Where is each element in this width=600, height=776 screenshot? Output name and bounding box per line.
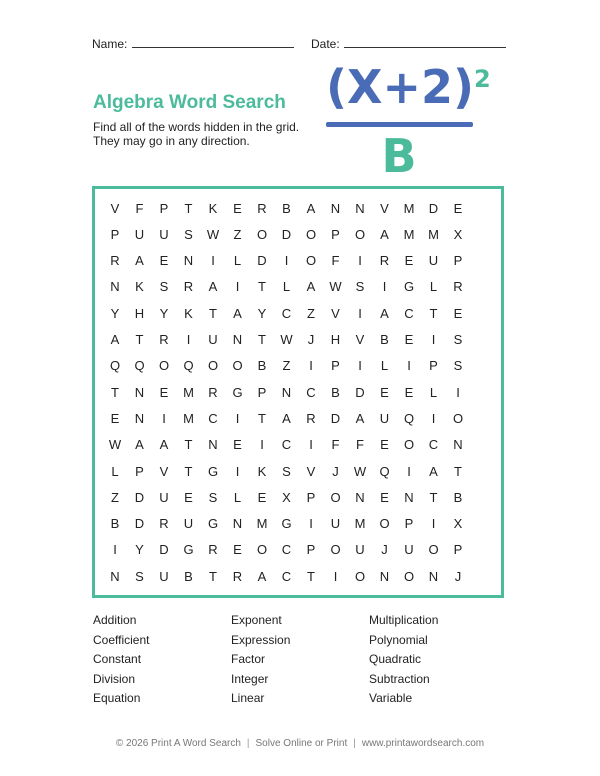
footer-tagline: Solve Online or Print bbox=[255, 738, 348, 749]
grid-letter[interactable]: B bbox=[110, 516, 120, 532]
grid-letter[interactable]: O bbox=[354, 568, 366, 584]
footer-separator: | bbox=[353, 738, 356, 749]
grid-letter[interactable]: W bbox=[353, 463, 367, 479]
instructions-line-2: They may go in any direction. bbox=[93, 134, 250, 148]
grid-letter[interactable]: Q bbox=[109, 358, 121, 374]
grid-letter[interactable]: I bbox=[211, 253, 215, 269]
grid-letter[interactable]: A bbox=[306, 279, 316, 295]
word-item: Subtraction bbox=[369, 671, 430, 686]
grid-letter[interactable]: O bbox=[207, 358, 219, 374]
logo-fraction-bar bbox=[326, 122, 473, 127]
word-item: Exponent bbox=[231, 613, 282, 627]
grid-letter[interactable]: P bbox=[453, 542, 463, 558]
grid-letter[interactable]: H bbox=[134, 305, 145, 321]
grid-letter[interactable]: P bbox=[453, 253, 463, 269]
grid-letter[interactable]: T bbox=[429, 489, 438, 505]
logo-numerator: (X+2) bbox=[326, 60, 475, 114]
grid-letter[interactable]: O bbox=[158, 358, 170, 374]
grid-letter[interactable]: I bbox=[113, 542, 117, 558]
grid-letter[interactable]: E bbox=[453, 200, 463, 216]
grid-letter[interactable]: Y bbox=[110, 305, 120, 321]
grid-letter[interactable]: A bbox=[208, 279, 218, 295]
grid-letter[interactable]: T bbox=[258, 279, 266, 295]
grid-letter[interactable]: P bbox=[110, 226, 120, 242]
grid-letter[interactable]: G bbox=[207, 516, 219, 532]
grid-letter[interactable]: M bbox=[354, 516, 366, 532]
page-title: Algebra Word Search bbox=[93, 92, 286, 113]
grid-letter[interactable]: R bbox=[159, 332, 169, 347]
grid-letter[interactable]: U bbox=[330, 516, 341, 532]
grid-letter[interactable]: W bbox=[280, 332, 293, 347]
grid-letter[interactable]: C bbox=[428, 437, 439, 453]
grid-letter[interactable]: I bbox=[186, 332, 191, 347]
grid-letter[interactable]: L bbox=[429, 279, 438, 295]
grid-letter[interactable]: C bbox=[404, 305, 414, 321]
grid-letter[interactable]: E bbox=[404, 253, 414, 269]
name-label: Name: bbox=[92, 37, 128, 51]
grid-letter[interactable]: L bbox=[233, 253, 242, 269]
grid-letter[interactable]: N bbox=[110, 279, 120, 295]
grid-letter[interactable]: U bbox=[428, 253, 439, 269]
grid-letter[interactable]: S bbox=[355, 279, 365, 295]
grid-letter[interactable]: T bbox=[429, 305, 438, 321]
grid-letter[interactable]: M bbox=[403, 200, 415, 216]
grid-letter[interactable]: G bbox=[183, 542, 194, 558]
grid-letter[interactable]: K bbox=[184, 305, 193, 321]
date-field bbox=[311, 37, 340, 51]
grid-letter[interactable]: U bbox=[159, 489, 169, 505]
grid-letter[interactable]: E bbox=[159, 384, 169, 400]
word-list bbox=[93, 612, 513, 712]
grid-letter[interactable]: J bbox=[332, 463, 339, 479]
word-item: Factor bbox=[231, 652, 266, 666]
grid-letter[interactable]: T bbox=[111, 384, 119, 400]
grid-letter[interactable]: G bbox=[232, 384, 243, 400]
grid-letter[interactable]: N bbox=[232, 516, 243, 532]
grid-letter[interactable]: P bbox=[331, 226, 340, 242]
grid-letter[interactable]: E bbox=[404, 332, 414, 347]
grid-letter[interactable]: P bbox=[159, 200, 169, 216]
grid-letter[interactable]: R bbox=[159, 516, 169, 532]
grid-letter[interactable]: J bbox=[307, 332, 315, 347]
grid-letter[interactable]: O bbox=[330, 489, 341, 505]
grid-letter[interactable]: U bbox=[208, 332, 218, 347]
grid-letter[interactable]: N bbox=[110, 568, 120, 584]
logo-denominator: B bbox=[381, 129, 417, 180]
grid-letter[interactable]: B bbox=[380, 332, 389, 347]
grid-letter[interactable]: N bbox=[208, 437, 218, 453]
grid-letter[interactable]: D bbox=[159, 542, 169, 558]
grid-letter[interactable]: P bbox=[404, 516, 414, 532]
word-item: Constant bbox=[93, 652, 142, 666]
grid-letter[interactable]: T bbox=[135, 332, 144, 347]
grid-letter[interactable]: U bbox=[159, 226, 169, 242]
grid-letter[interactable]: V bbox=[159, 463, 169, 479]
instructions bbox=[93, 120, 299, 148]
grid-letter[interactable]: I bbox=[235, 463, 240, 479]
grid-letter[interactable]: A bbox=[135, 437, 144, 453]
grid-letter[interactable]: S bbox=[135, 568, 144, 584]
grid-letter[interactable]: E bbox=[110, 410, 120, 426]
grid-letter[interactable]: T bbox=[209, 568, 217, 584]
word-item: Linear bbox=[231, 691, 265, 705]
grid-letter[interactable]: S bbox=[159, 279, 169, 295]
grid-letter[interactable]: B bbox=[282, 200, 291, 216]
grid-letter[interactable]: R bbox=[208, 384, 218, 400]
grid-letter[interactable]: O bbox=[403, 437, 415, 453]
grid-letter[interactable]: Z bbox=[233, 226, 242, 242]
grid-letter[interactable]: A bbox=[306, 200, 316, 216]
grid-letter[interactable]: I bbox=[407, 463, 411, 479]
grid-letter[interactable]: F bbox=[135, 200, 144, 216]
grid-letter[interactable]: O bbox=[256, 542, 268, 558]
grid-letter[interactable]: R bbox=[183, 279, 194, 295]
grid-letter[interactable]: Q bbox=[134, 358, 145, 374]
grid-letter[interactable]: P bbox=[331, 358, 340, 374]
grid-letter[interactable]: N bbox=[330, 200, 341, 216]
grid-letter[interactable]: F bbox=[331, 253, 340, 269]
grid-letter[interactable]: K bbox=[257, 463, 267, 479]
word-column-3 bbox=[369, 612, 438, 710]
word-item: Coefficient bbox=[93, 632, 150, 647]
grid-letter[interactable]: A bbox=[380, 226, 389, 242]
date-blank-line bbox=[344, 47, 506, 48]
word-item: Integer bbox=[231, 671, 269, 686]
grid-letter[interactable]: I bbox=[358, 305, 362, 321]
grid-letter[interactable]: I bbox=[309, 516, 313, 532]
grid-letter[interactable]: A bbox=[159, 437, 169, 453]
grid-letter[interactable]: S bbox=[282, 463, 291, 479]
grid-letter[interactable]: W bbox=[206, 226, 220, 242]
grid-letter[interactable]: R bbox=[110, 253, 120, 269]
grid-letter[interactable]: N bbox=[134, 410, 145, 426]
instructions-line-1: Find all of the words hidden in the grid. bbox=[93, 120, 300, 134]
grid-letter[interactable]: N bbox=[281, 384, 292, 400]
grid-letter[interactable]: B bbox=[331, 384, 340, 400]
grid-letter[interactable]: S bbox=[184, 226, 193, 242]
word-item: Addition bbox=[93, 613, 137, 627]
grid-letter[interactable]: N bbox=[404, 489, 414, 505]
grid-letter[interactable]: W bbox=[329, 279, 342, 295]
grid-letter[interactable]: A bbox=[135, 253, 144, 269]
footer-copyright: © 2026 Print A Word Search bbox=[115, 738, 241, 749]
grid-letter[interactable]: Q bbox=[403, 410, 415, 426]
grid-letter[interactable]: D bbox=[355, 384, 365, 400]
grid-letter[interactable]: E bbox=[404, 384, 414, 400]
grid-letter[interactable]: C bbox=[281, 568, 292, 584]
grid-letter[interactable]: I bbox=[235, 410, 240, 426]
grid-letter[interactable]: E bbox=[380, 437, 389, 453]
grid-letter[interactable]: I bbox=[162, 410, 166, 426]
grid-letter[interactable]: I bbox=[431, 332, 436, 347]
grid-letter[interactable]: U bbox=[379, 410, 390, 426]
grid-letter[interactable]: G bbox=[207, 463, 219, 479]
grid-letter[interactable]: D bbox=[134, 489, 145, 505]
grid-letter[interactable]: P bbox=[306, 489, 316, 505]
grid-letter[interactable]: O bbox=[232, 358, 243, 374]
footer-website[interactable]: www.printawordsearch.com bbox=[361, 738, 485, 749]
grid-letter[interactable]: E bbox=[233, 200, 242, 216]
grid-letter[interactable]: R bbox=[379, 253, 390, 269]
grid-letter[interactable]: T bbox=[258, 332, 266, 347]
grid-letter[interactable]: L bbox=[282, 279, 291, 295]
grid-letter[interactable]: A bbox=[233, 305, 242, 321]
grid-letter[interactable]: E bbox=[257, 489, 267, 505]
grid-letter[interactable]: N bbox=[428, 568, 439, 584]
grid-letter[interactable]: J bbox=[454, 568, 462, 584]
grid-letter[interactable]: L bbox=[233, 489, 242, 505]
grid-letter[interactable]: N bbox=[355, 200, 365, 216]
grid-letter[interactable]: G bbox=[281, 516, 292, 532]
word-item: Division bbox=[93, 671, 136, 686]
word-item: Polynomial bbox=[369, 632, 428, 647]
grid-letter[interactable]: N bbox=[134, 384, 145, 400]
grid-letter[interactable]: U bbox=[355, 542, 365, 558]
grid-letter[interactable]: S bbox=[453, 358, 463, 374]
grid-letter[interactable]: L bbox=[380, 358, 389, 374]
date-label: Date: bbox=[311, 37, 340, 51]
word-item: Variable bbox=[369, 691, 413, 705]
footer bbox=[0, 738, 600, 749]
grid-letter[interactable]: Z bbox=[307, 305, 315, 321]
grid-letter[interactable]: E bbox=[453, 305, 463, 321]
grid-letter[interactable]: N bbox=[232, 332, 243, 347]
grid-letter[interactable]: M bbox=[183, 410, 194, 426]
grid-letter[interactable]: O bbox=[452, 410, 464, 426]
grid-letter[interactable]: I bbox=[309, 358, 313, 374]
grid-letter[interactable]: S bbox=[453, 332, 463, 347]
grid-letter[interactable]: Y bbox=[257, 305, 267, 321]
grid-letter[interactable]: C bbox=[281, 437, 292, 453]
grid-letter[interactable]: T bbox=[209, 305, 217, 321]
grid-letter[interactable]: N bbox=[453, 437, 463, 453]
grid-letter[interactable]: I bbox=[235, 279, 240, 295]
grid-letter[interactable]: P bbox=[306, 542, 316, 558]
footer-separator: | bbox=[246, 738, 250, 749]
grid-letter[interactable]: M bbox=[183, 384, 194, 400]
grid-letter[interactable]: I bbox=[407, 358, 411, 374]
grid-letter[interactable]: K bbox=[208, 200, 218, 216]
grid-letter[interactable]: R bbox=[232, 568, 243, 584]
word-item: Equation bbox=[93, 691, 141, 705]
grid-letter[interactable]: D bbox=[330, 410, 341, 426]
grid-letter[interactable]: Q bbox=[183, 358, 194, 374]
grid-letter[interactable]: I bbox=[358, 358, 362, 374]
grid-letter[interactable]: N bbox=[379, 568, 390, 584]
grid-letter[interactable]: Q bbox=[379, 463, 390, 479]
grid-letter[interactable]: A bbox=[380, 305, 389, 321]
grid-letter[interactable]: M bbox=[256, 516, 268, 532]
grid-letter[interactable]: T bbox=[258, 410, 266, 426]
grid-letter[interactable]: D bbox=[428, 200, 439, 216]
grid-letter[interactable]: A bbox=[257, 568, 267, 584]
grid-letter[interactable]: E bbox=[233, 437, 242, 453]
grid-letter[interactable]: R bbox=[208, 542, 218, 558]
grid-letter[interactable]: C bbox=[208, 410, 218, 426]
grid-letter[interactable]: R bbox=[306, 410, 316, 426]
grid-letter[interactable]: I bbox=[260, 437, 264, 453]
grid-letter[interactable]: C bbox=[306, 384, 316, 400]
grid-letter[interactable]: E bbox=[380, 384, 389, 400]
grid-letter[interactable]: F bbox=[331, 437, 340, 453]
logo-exponent: 2 bbox=[474, 65, 491, 93]
grid-letter[interactable]: R bbox=[453, 279, 463, 295]
grid-letter[interactable]: U bbox=[134, 226, 145, 242]
grid-letter[interactable]: L bbox=[111, 463, 119, 479]
grid-letter[interactable]: A bbox=[429, 463, 438, 479]
grid-letter[interactable]: I bbox=[358, 253, 362, 269]
grid-letter[interactable]: I bbox=[431, 516, 436, 532]
grid-letter[interactable]: X bbox=[453, 516, 463, 532]
grid-letter[interactable]: B bbox=[453, 489, 463, 505]
word-search-grid bbox=[92, 186, 504, 598]
grid-letter[interactable]: E bbox=[184, 489, 193, 505]
grid-letter[interactable]: E bbox=[159, 253, 169, 269]
grid-letter[interactable]: E bbox=[233, 542, 242, 558]
grid-letter[interactable]: G bbox=[403, 279, 415, 295]
grid-letter[interactable]: M bbox=[403, 226, 415, 242]
grid-letter[interactable]: I bbox=[333, 568, 338, 584]
grid-letter[interactable]: D bbox=[257, 253, 267, 269]
grid-letter[interactable]: O bbox=[379, 516, 390, 532]
grid-letter[interactable]: I bbox=[309, 437, 313, 453]
grid-letter[interactable]: P bbox=[135, 463, 144, 479]
word-item: Multiplication bbox=[369, 613, 439, 627]
grid-letter[interactable]: V bbox=[306, 463, 316, 479]
grid-letter[interactable]: T bbox=[184, 200, 193, 216]
grid-letter[interactable]: X bbox=[282, 489, 291, 505]
grid-letter[interactable]: U bbox=[159, 568, 169, 584]
grid-letter[interactable]: D bbox=[281, 226, 292, 242]
grid-letter[interactable]: L bbox=[429, 384, 438, 400]
grid-letter[interactable]: C bbox=[281, 305, 292, 321]
grid-letter[interactable]: W bbox=[108, 437, 122, 453]
grid-letter[interactable]: U bbox=[404, 542, 414, 558]
grid-letter[interactable]: O bbox=[256, 226, 268, 242]
grid-letter[interactable]: U bbox=[183, 516, 194, 532]
grid-letter[interactable]: A bbox=[355, 410, 365, 426]
grid-letter[interactable]: Y bbox=[159, 305, 169, 321]
word-column-1 bbox=[93, 612, 149, 710]
grid-letter[interactable]: O bbox=[305, 253, 317, 269]
grid-letter[interactable]: V bbox=[110, 200, 120, 216]
grid-letter[interactable]: T bbox=[454, 463, 462, 479]
grid-letter[interactable]: O bbox=[403, 568, 415, 584]
grid-letter[interactable]: V bbox=[355, 332, 365, 347]
grid-letter[interactable]: S bbox=[208, 489, 218, 505]
grid-letter[interactable]: I bbox=[456, 384, 460, 400]
grid-letter[interactable]: I bbox=[382, 279, 387, 295]
grid-letter[interactable]: O bbox=[428, 542, 439, 558]
grid-letter[interactable]: Z bbox=[111, 489, 119, 505]
grid-letter[interactable]: O bbox=[330, 542, 341, 558]
grid-letter[interactable]: O bbox=[354, 226, 366, 242]
grid-letter[interactable]: T bbox=[184, 463, 193, 479]
grid-letter[interactable]: O bbox=[305, 226, 317, 242]
grid-letter[interactable]: Y bbox=[135, 542, 144, 558]
grid-letter[interactable]: E bbox=[380, 489, 389, 505]
grid-letter[interactable]: X bbox=[453, 226, 463, 242]
grid-letter[interactable]: B bbox=[257, 358, 267, 374]
grid-letter[interactable]: V bbox=[331, 305, 340, 321]
grid-letter[interactable]: D bbox=[134, 516, 145, 532]
grid-letter[interactable]: T bbox=[307, 568, 315, 584]
grid-letter[interactable]: T bbox=[184, 437, 193, 453]
word-column-2 bbox=[231, 612, 290, 710]
algebra-logo bbox=[322, 55, 497, 180]
grid-letter[interactable]: A bbox=[282, 410, 291, 426]
grid-letter[interactable]: F bbox=[356, 437, 364, 453]
grid-letter[interactable]: R bbox=[257, 200, 267, 216]
word-item: Expression bbox=[231, 632, 291, 647]
name-field bbox=[92, 37, 127, 51]
grid-letter[interactable]: K bbox=[135, 279, 144, 295]
grid-letter[interactable]: A bbox=[110, 332, 120, 347]
grid-letter[interactable]: B bbox=[184, 568, 193, 584]
grid-letter[interactable]: P bbox=[257, 384, 267, 400]
grid-letter[interactable]: P bbox=[429, 358, 438, 374]
grid-letter[interactable]: I bbox=[431, 410, 436, 426]
grid-letter[interactable]: H bbox=[330, 332, 341, 347]
grid-letter[interactable]: V bbox=[380, 200, 389, 216]
grid-letter[interactable]: J bbox=[381, 542, 388, 558]
grid-letter[interactable]: M bbox=[428, 226, 439, 242]
grid-letter[interactable]: N bbox=[355, 489, 365, 505]
grid-letter[interactable]: C bbox=[281, 542, 292, 558]
name-blank-line bbox=[132, 47, 294, 48]
grid-letter[interactable]: N bbox=[183, 253, 194, 269]
word-item: Quadratic bbox=[369, 652, 422, 666]
grid-letter[interactable]: Z bbox=[282, 358, 291, 374]
grid-letter[interactable]: I bbox=[284, 253, 289, 269]
